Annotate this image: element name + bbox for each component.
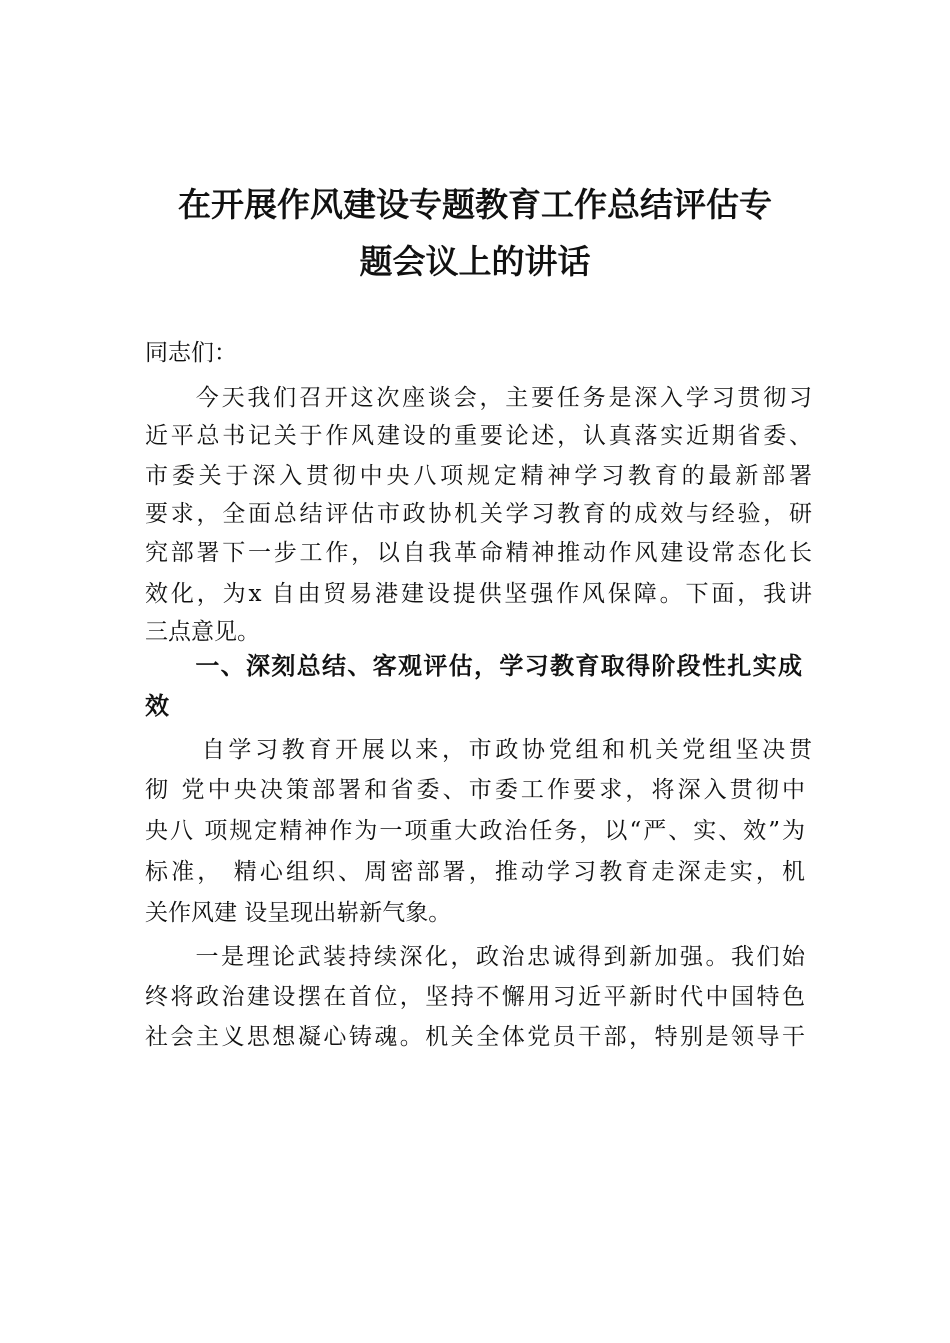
text-line: 标准， 精心组织、周密部署，推动学习教育走深走实，机 — [145, 859, 805, 885]
heading-line: 一、深刻总结、客观评估，学习教育取得阶段性扎实成 — [170, 652, 802, 680]
text-line: 效化，为x 自由贸易港建设提供坚强作风保障。下面，我讲 — [145, 581, 812, 607]
title-line: 题会议上的讲话 — [359, 242, 591, 281]
text-line: 彻 党中央决策部署和省委、市委工作要求，将深入贯彻中 — [145, 777, 805, 803]
text-line: 自学习教育开展以来，市政协党组和机关党组坚决贯 — [175, 737, 812, 763]
text-line: 央八 项规定精神作为一项重大政治任务，以“严、实、效”为 — [145, 818, 805, 844]
text-line: 究部署下一步工作，以自我革命精神推动作风建设常态化长 — [145, 540, 812, 566]
text-line: 终将政治建设摆在首位，坚持不懈用习近平新时代中国特色 — [145, 984, 805, 1010]
title-line: 在开展作风建设专题教育工作总结评估专 — [178, 185, 772, 224]
text-line: 要求，全面总结评估市政协机关学习教育的成效与经验，研 — [145, 501, 812, 527]
salutation: 同志们： — [145, 340, 237, 366]
text-line: 市委关于深入贯彻中央八项规定精神学习教育的最新部署 — [145, 463, 812, 489]
heading-line: 效 — [145, 692, 169, 720]
text-line: 关作风建 设呈现出崭新气象。 — [145, 900, 452, 926]
text-line: 社会主义思想凝心铸魂。机关全体党员干部，特别是领导干 — [145, 1024, 805, 1050]
text-line: 近平总书记关于作风建设的重要论述，认真落实近期省委、 — [145, 423, 812, 449]
text-line: 今天我们召开这次座谈会，主要任务是深入学习贯彻习 — [170, 385, 812, 411]
text-line: 三点意见。 — [145, 619, 260, 645]
text-line: 一是理论武装持续深化，政治忠诚得到新加强。我们始 — [170, 944, 805, 970]
